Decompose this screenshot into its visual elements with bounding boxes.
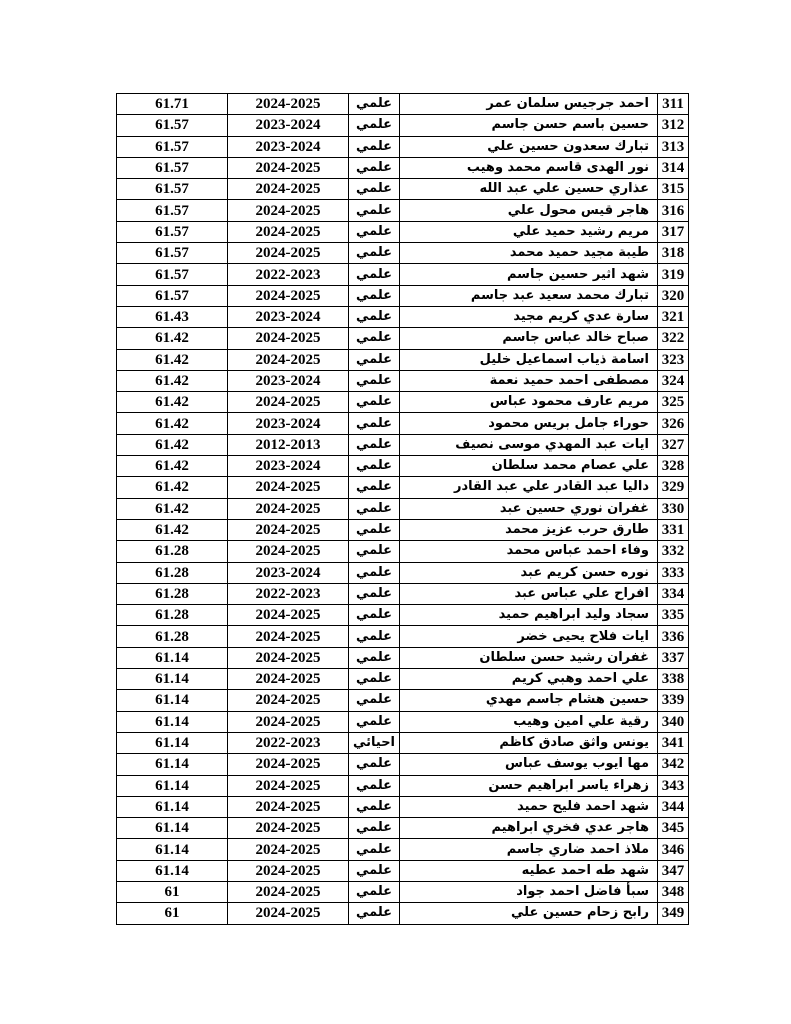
academic-year-cell: 2023-2024 [228, 115, 349, 136]
branch-cell: علمي [349, 860, 400, 881]
table-row [117, 498, 689, 519]
average-cell: 61.57 [117, 200, 228, 221]
table-row [117, 392, 689, 413]
row-number-cell: 324 [658, 370, 689, 391]
academic-year-cell: 2024-2025 [228, 349, 349, 370]
branch-cell: علمي [349, 775, 400, 796]
student-name-cell: حوراء جامل بريس محمود [400, 413, 658, 434]
average-cell: 61.14 [117, 796, 228, 817]
average-cell: 61.14 [117, 775, 228, 796]
academic-year-cell: 2023-2024 [228, 136, 349, 157]
branch-cell: علمي [349, 796, 400, 817]
table-row [117, 860, 689, 881]
student-name-cell: زهراء ياسر ابراهيم حسن [400, 775, 658, 796]
average-cell: 61.57 [117, 264, 228, 285]
table-body [117, 94, 689, 925]
table-row [117, 136, 689, 157]
student-name-cell: سجاد وليد ابراهيم حميد [400, 605, 658, 626]
average-cell: 61.42 [117, 498, 228, 519]
student-name-cell: صباح خالد عباس جاسم [400, 328, 658, 349]
branch-cell: علمي [349, 221, 400, 242]
table-row [117, 370, 689, 391]
student-name-cell: حسين هشام جاسم مهدي [400, 690, 658, 711]
average-cell: 61.28 [117, 626, 228, 647]
student-name-cell: داليا عبد القادر علي عبد القادر [400, 477, 658, 498]
academic-year-cell: 2024-2025 [228, 392, 349, 413]
branch-cell: علمي [349, 626, 400, 647]
academic-year-cell: 2022-2023 [228, 732, 349, 753]
table-row [117, 562, 689, 583]
row-number-cell: 332 [658, 541, 689, 562]
student-averages-table [116, 93, 689, 925]
academic-year-cell: 2024-2025 [228, 221, 349, 242]
average-cell: 61.57 [117, 136, 228, 157]
student-name-cell: ايات عبد المهدي موسى نصيف [400, 434, 658, 455]
academic-year-cell: 2024-2025 [228, 200, 349, 221]
branch-cell: علمي [349, 264, 400, 285]
row-number-cell: 334 [658, 583, 689, 604]
branch-cell: احيائي [349, 732, 400, 753]
table-row [117, 605, 689, 626]
table-row [117, 477, 689, 498]
average-cell: 61.14 [117, 754, 228, 775]
academic-year-cell: 2024-2025 [228, 796, 349, 817]
student-name-cell: تبارك سعدون حسين علي [400, 136, 658, 157]
branch-cell: علمي [349, 519, 400, 540]
average-cell: 61.28 [117, 541, 228, 562]
branch-cell: علمي [349, 243, 400, 264]
academic-year-cell: 2024-2025 [228, 243, 349, 264]
student-name-cell: ملاذ احمد ضاري جاسم [400, 839, 658, 860]
row-number-cell: 342 [658, 754, 689, 775]
academic-year-cell: 2024-2025 [228, 669, 349, 690]
branch-cell: علمي [349, 583, 400, 604]
average-cell: 61.14 [117, 818, 228, 839]
table-row [117, 775, 689, 796]
student-name-cell: علي عصام محمد سلطان [400, 456, 658, 477]
student-name-cell: حسين باسم حسن جاسم [400, 115, 658, 136]
academic-year-cell: 2024-2025 [228, 754, 349, 775]
branch-cell: علمي [349, 477, 400, 498]
row-number-cell: 330 [658, 498, 689, 519]
student-name-cell: غفران رشيد حسن سلطان [400, 647, 658, 668]
row-number-cell: 325 [658, 392, 689, 413]
average-cell: 61.71 [117, 94, 228, 115]
average-cell: 61.14 [117, 647, 228, 668]
row-number-cell: 318 [658, 243, 689, 264]
table-row [117, 818, 689, 839]
academic-year-cell: 2024-2025 [228, 157, 349, 178]
row-number-cell: 323 [658, 349, 689, 370]
branch-cell: علمي [349, 370, 400, 391]
branch-cell: علمي [349, 285, 400, 306]
branch-cell: علمي [349, 306, 400, 327]
student-name-cell: غفران نوري حسين عبد [400, 498, 658, 519]
table-row [117, 94, 689, 115]
average-cell: 61.28 [117, 562, 228, 583]
student-name-cell: رابح زحام حسين علي [400, 903, 658, 924]
table-row [117, 200, 689, 221]
student-name-cell: شهد احمد فليح حميد [400, 796, 658, 817]
average-cell: 61.42 [117, 370, 228, 391]
academic-year-cell: 2024-2025 [228, 860, 349, 881]
student-name-cell: سبأ فاضل احمد جواد [400, 881, 658, 902]
table-row [117, 179, 689, 200]
academic-year-cell: 2024-2025 [228, 711, 349, 732]
row-number-cell: 312 [658, 115, 689, 136]
branch-cell: علمي [349, 456, 400, 477]
row-number-cell: 349 [658, 903, 689, 924]
branch-cell: علمي [349, 903, 400, 924]
average-cell: 61.14 [117, 711, 228, 732]
branch-cell: علمي [349, 541, 400, 562]
average-cell: 61.57 [117, 243, 228, 264]
table-row [117, 626, 689, 647]
academic-year-cell: 2024-2025 [228, 903, 349, 924]
branch-cell: علمي [349, 413, 400, 434]
row-number-cell: 344 [658, 796, 689, 817]
row-number-cell: 346 [658, 839, 689, 860]
table-row [117, 711, 689, 732]
average-cell: 61.28 [117, 583, 228, 604]
row-number-cell: 320 [658, 285, 689, 306]
branch-cell: علمي [349, 136, 400, 157]
academic-year-cell: 2024-2025 [228, 818, 349, 839]
table-row [117, 115, 689, 136]
row-number-cell: 338 [658, 669, 689, 690]
branch-cell: علمي [349, 562, 400, 583]
academic-year-cell: 2023-2024 [228, 370, 349, 391]
row-number-cell: 319 [658, 264, 689, 285]
branch-cell: علمي [349, 669, 400, 690]
average-cell: 61.43 [117, 306, 228, 327]
row-number-cell: 336 [658, 626, 689, 647]
row-number-cell: 315 [658, 179, 689, 200]
branch-cell: علمي [349, 200, 400, 221]
row-number-cell: 328 [658, 456, 689, 477]
branch-cell: علمي [349, 392, 400, 413]
student-name-cell: سارة عدي كريم مجيد [400, 306, 658, 327]
student-name-cell: هاجر قيس محول علي [400, 200, 658, 221]
academic-year-cell: 2024-2025 [228, 626, 349, 647]
branch-cell: علمي [349, 434, 400, 455]
table-row [117, 903, 689, 924]
average-cell: 61.57 [117, 157, 228, 178]
branch-cell: علمي [349, 605, 400, 626]
table-row [117, 881, 689, 902]
academic-year-cell: 2024-2025 [228, 775, 349, 796]
average-cell: 61.42 [117, 349, 228, 370]
branch-cell: علمي [349, 94, 400, 115]
row-number-cell: 314 [658, 157, 689, 178]
student-name-cell: علي احمد وهبي كريم [400, 669, 658, 690]
student-name-cell: شهد اثير حسين جاسم [400, 264, 658, 285]
table-row [117, 839, 689, 860]
student-name-cell: اسامة ذياب اسماعيل خليل [400, 349, 658, 370]
row-number-cell: 316 [658, 200, 689, 221]
average-cell: 61.57 [117, 179, 228, 200]
academic-year-cell: 2023-2024 [228, 562, 349, 583]
academic-year-cell: 2024-2025 [228, 179, 349, 200]
table-row [117, 583, 689, 604]
row-number-cell: 331 [658, 519, 689, 540]
average-cell: 61.14 [117, 732, 228, 753]
table-row [117, 732, 689, 753]
average-cell: 61.42 [117, 434, 228, 455]
student-name-cell: مصطفى احمد حميد نعمة [400, 370, 658, 391]
student-name-cell: هاجر عدي فخري ابراهيم [400, 818, 658, 839]
student-name-cell: افراح علي عباس عبد [400, 583, 658, 604]
average-cell: 61.57 [117, 115, 228, 136]
row-number-cell: 340 [658, 711, 689, 732]
student-name-cell: تبارك محمد سعيد عبد جاسم [400, 285, 658, 306]
row-number-cell: 347 [658, 860, 689, 881]
academic-year-cell: 2024-2025 [228, 690, 349, 711]
academic-year-cell: 2024-2025 [228, 285, 349, 306]
academic-year-cell: 2022-2023 [228, 264, 349, 285]
average-cell: 61 [117, 903, 228, 924]
branch-cell: علمي [349, 839, 400, 860]
row-number-cell: 317 [658, 221, 689, 242]
branch-cell: علمي [349, 349, 400, 370]
average-cell: 61.14 [117, 839, 228, 860]
student-name-cell: نور الهدى قاسم محمد وهيب [400, 157, 658, 178]
table-row [117, 541, 689, 562]
table-row [117, 243, 689, 264]
student-name-cell: وفاء احمد عباس محمد [400, 541, 658, 562]
branch-cell: علمي [349, 157, 400, 178]
row-number-cell: 341 [658, 732, 689, 753]
academic-year-cell: 2024-2025 [228, 94, 349, 115]
student-name-cell: ايات فلاح يحيى خضر [400, 626, 658, 647]
row-number-cell: 345 [658, 818, 689, 839]
row-number-cell: 337 [658, 647, 689, 668]
table-row [117, 690, 689, 711]
branch-cell: علمي [349, 881, 400, 902]
academic-year-cell: 2024-2025 [228, 881, 349, 902]
branch-cell: علمي [349, 690, 400, 711]
academic-year-cell: 2024-2025 [228, 328, 349, 349]
student-name-cell: رقية علي امين وهيب [400, 711, 658, 732]
row-number-cell: 335 [658, 605, 689, 626]
row-number-cell: 326 [658, 413, 689, 434]
average-cell: 61 [117, 881, 228, 902]
table-row [117, 157, 689, 178]
academic-year-cell: 2012-2013 [228, 434, 349, 455]
table-row [117, 413, 689, 434]
table-row [117, 669, 689, 690]
table-row [117, 328, 689, 349]
student-name-cell: مريم عارف محمود عباس [400, 392, 658, 413]
row-number-cell: 327 [658, 434, 689, 455]
table-row [117, 519, 689, 540]
academic-year-cell: 2023-2024 [228, 456, 349, 477]
academic-year-cell: 2024-2025 [228, 839, 349, 860]
table-row [117, 264, 689, 285]
average-cell: 61.42 [117, 392, 228, 413]
table-row [117, 285, 689, 306]
academic-year-cell: 2024-2025 [228, 647, 349, 668]
student-name-cell: مها ايوب يوسف عباس [400, 754, 658, 775]
average-cell: 61.42 [117, 456, 228, 477]
branch-cell: علمي [349, 711, 400, 732]
table-row [117, 647, 689, 668]
row-number-cell: 333 [658, 562, 689, 583]
academic-year-cell: 2024-2025 [228, 541, 349, 562]
branch-cell: علمي [349, 647, 400, 668]
table-row [117, 754, 689, 775]
student-name-cell: نوره حسن كريم عبد [400, 562, 658, 583]
table-row [117, 221, 689, 242]
branch-cell: علمي [349, 179, 400, 200]
academic-year-cell: 2024-2025 [228, 605, 349, 626]
row-number-cell: 329 [658, 477, 689, 498]
academic-year-cell: 2023-2024 [228, 413, 349, 434]
student-name-cell: طارق حرب عزيز محمد [400, 519, 658, 540]
academic-year-cell: 2022-2023 [228, 583, 349, 604]
table-row [117, 796, 689, 817]
row-number-cell: 321 [658, 306, 689, 327]
student-name-cell: يونس واثق صادق كاظم [400, 732, 658, 753]
average-cell: 61.42 [117, 328, 228, 349]
academic-year-cell: 2024-2025 [228, 519, 349, 540]
row-number-cell: 313 [658, 136, 689, 157]
table-row [117, 349, 689, 370]
row-number-cell: 343 [658, 775, 689, 796]
average-cell: 61.14 [117, 669, 228, 690]
student-name-cell: طيبة مجيد حميد محمد [400, 243, 658, 264]
average-cell: 61.28 [117, 605, 228, 626]
student-name-cell: احمد جرجيس سلمان عمر [400, 94, 658, 115]
row-number-cell: 348 [658, 881, 689, 902]
student-name-cell: عذاري حسين علي عبد الله [400, 179, 658, 200]
branch-cell: علمي [349, 754, 400, 775]
academic-year-cell: 2024-2025 [228, 477, 349, 498]
average-cell: 61.42 [117, 477, 228, 498]
average-cell: 61.57 [117, 221, 228, 242]
average-cell: 61.14 [117, 860, 228, 881]
branch-cell: علمي [349, 115, 400, 136]
branch-cell: علمي [349, 328, 400, 349]
average-cell: 61.42 [117, 413, 228, 434]
row-number-cell: 322 [658, 328, 689, 349]
student-name-cell: شهد طه احمد عطيه [400, 860, 658, 881]
average-cell: 61.57 [117, 285, 228, 306]
average-cell: 61.14 [117, 690, 228, 711]
row-number-cell: 311 [658, 94, 689, 115]
row-number-cell: 339 [658, 690, 689, 711]
student-name-cell: مريم رشيد حميد علي [400, 221, 658, 242]
branch-cell: علمي [349, 818, 400, 839]
table-row [117, 306, 689, 327]
branch-cell: علمي [349, 498, 400, 519]
academic-year-cell: 2024-2025 [228, 498, 349, 519]
academic-year-cell: 2023-2024 [228, 306, 349, 327]
table-row [117, 456, 689, 477]
average-cell: 61.42 [117, 519, 228, 540]
table-row [117, 434, 689, 455]
